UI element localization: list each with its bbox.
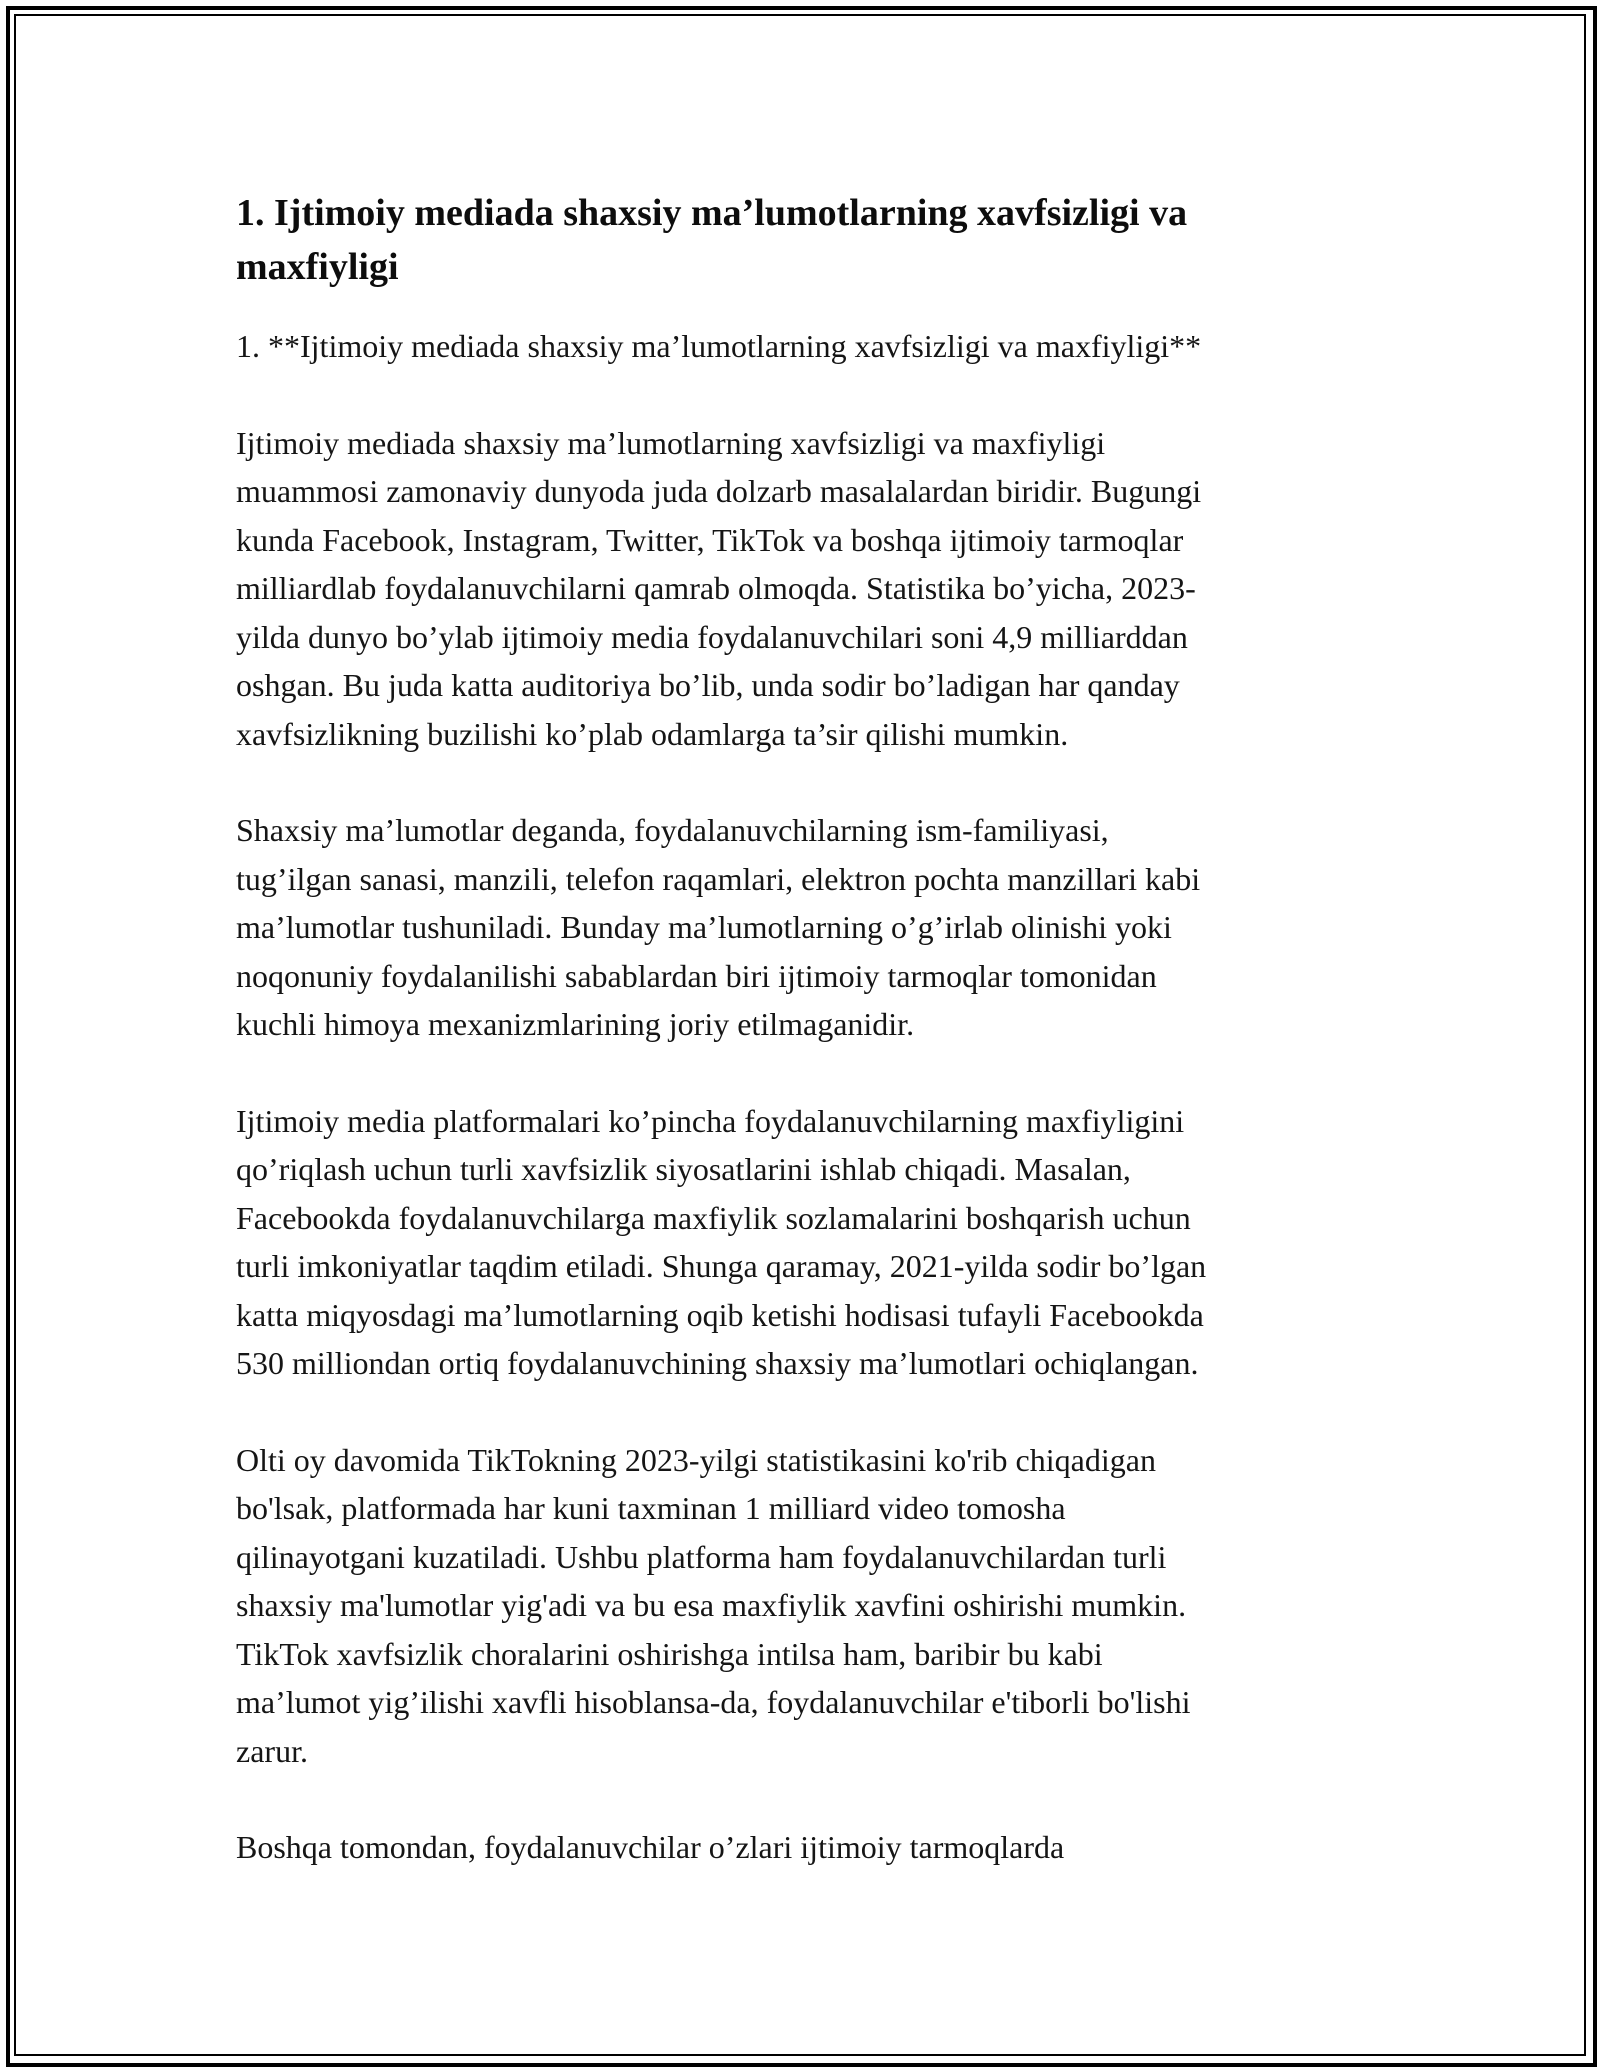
paragraph-line: xavfsizlikning buzilishi ko’plab odamlarga ta’sir qilishi mumkin. [236,715,1069,752]
heading-line: 1. Ijtimoiy mediada shaxsiy ma’lumotlarning xavfsizligi va [236,192,1188,234]
paragraph-platform-policies [236,1097,1356,1388]
paragraph-line: yilda dunyo bo’ylab ijtimoiy media foydalanuvchilari soni 4,9 milliarddan [236,618,1188,655]
document-heading [236,186,1356,294]
paragraph-line: Facebookda foydalanuvchilarga maxfiylik sozlamalarini boshqarish uchun [236,1199,1191,1236]
paragraph-line: Boshqa tomondan, foydalanuvchilar o’zlari ijtimoiy tarmoqlarda [236,1829,1065,1865]
paragraph-line: Ijtimoiy mediada shaxsiy ma’lumotlarning xavfsizligi va maxfiyligi [236,424,1106,461]
paragraph-line: zarur. [236,1732,308,1769]
paragraph-line: Olti oy davomida TikTokning 2023-yilgi statistikasini ko'rib chiqadigan [236,1441,1156,1478]
paragraph-line: kuchli himoya mexanizmlarining joriy etilmaganidir. [236,1006,915,1042]
paragraph-repeated-title [236,322,1356,371]
paragraph-tiktok [236,1436,1356,1776]
paragraph-line: milliardlab foydalanuvchilarni qamrab olmoqda. Statistika bo’yicha, 2023- [236,570,1196,606]
paragraph-line: muammosi zamonaviy dunyoda juda dolzarb masalalardan biridir. Bugungi [236,473,1202,509]
paragraph-line: 530 milliondan ortiq foydalanuvchining shaxsiy ma’lumotlari ochiqlangan. [236,1345,1199,1381]
heading-line: maxfiyligi [236,246,399,288]
paragraph-line: noqonuniy foydalanilishi sabablardan biri ijtimoiy tarmoqlar tomonidan [236,957,1157,994]
paragraph-line: bo'lsak, platformada har kuni taxminan 1 milliard video tomosha [236,1490,1066,1526]
paragraph-line: TikTok xavfsizlik choralarini oshirishga intilsa ham, baribir bu kabi [236,1635,1103,1672]
paragraph-line: 1. **Ijtimoiy mediada shaxsiy ma’lumotlarning xavfsizligi va maxfiyligi** [236,328,1202,364]
paragraph-intro [236,419,1356,759]
paragraph-line: oshgan. Bu juda katta auditoriya bo’lib, unda sodir bo’ladigan har qanday [236,667,1180,703]
paragraph-line: ma’lumotlar tushuniladi. Bunday ma’lumotlarning o’g’irlab olinishi yoki [236,909,1172,945]
paragraph-other-side [236,1823,1356,1872]
paragraph-personal-data [236,806,1356,1049]
paragraph-line: qo’riqlash uchun turli xavfsizlik siyosatlarini ishlab chiqadi. Masalan, [236,1151,1131,1187]
paragraph-line: ma’lumot yig’ilishi xavfli hisoblansa-da, foydalanuvchilar e'tiborli bo'lishi [236,1684,1191,1720]
paragraph-line: Shaxsiy ma’lumotlar deganda, foydalanuvchilarning ism-familiyasi, [236,812,1109,848]
paragraph-line: kunda Facebook, Instagram, Twitter, TikTok va boshqa ijtimoiy tarmoqlar [236,521,1184,558]
document-body [236,186,1356,1872]
paragraph-line: turli imkoniyatlar taqdim etiladi. Shunga qaramay, 2021-yilda sodir bo’lgan [236,1248,1207,1284]
paragraph-line: Ijtimoiy media platformalari ko’pincha foydalanuvchilarning maxfiyligini [236,1102,1185,1139]
paragraph-line: qilinayotgani kuzatiladi. Ushbu platforma ham foydalanuvchilardan turli [236,1538,1167,1575]
paragraph-line: tug’ilgan sanasi, manzili, telefon raqamlari, elektron pochta manzillari kabi [236,860,1201,897]
paragraph-line: katta miqyosdagi ma’lumotlarning oqib ketishi hodisasi tufayli Facebookda [236,1296,1204,1333]
paragraph-line: shaxsiy ma'lumotlar yig'adi va bu esa maxfiylik xavfini oshirishi mumkin. [236,1587,1187,1623]
